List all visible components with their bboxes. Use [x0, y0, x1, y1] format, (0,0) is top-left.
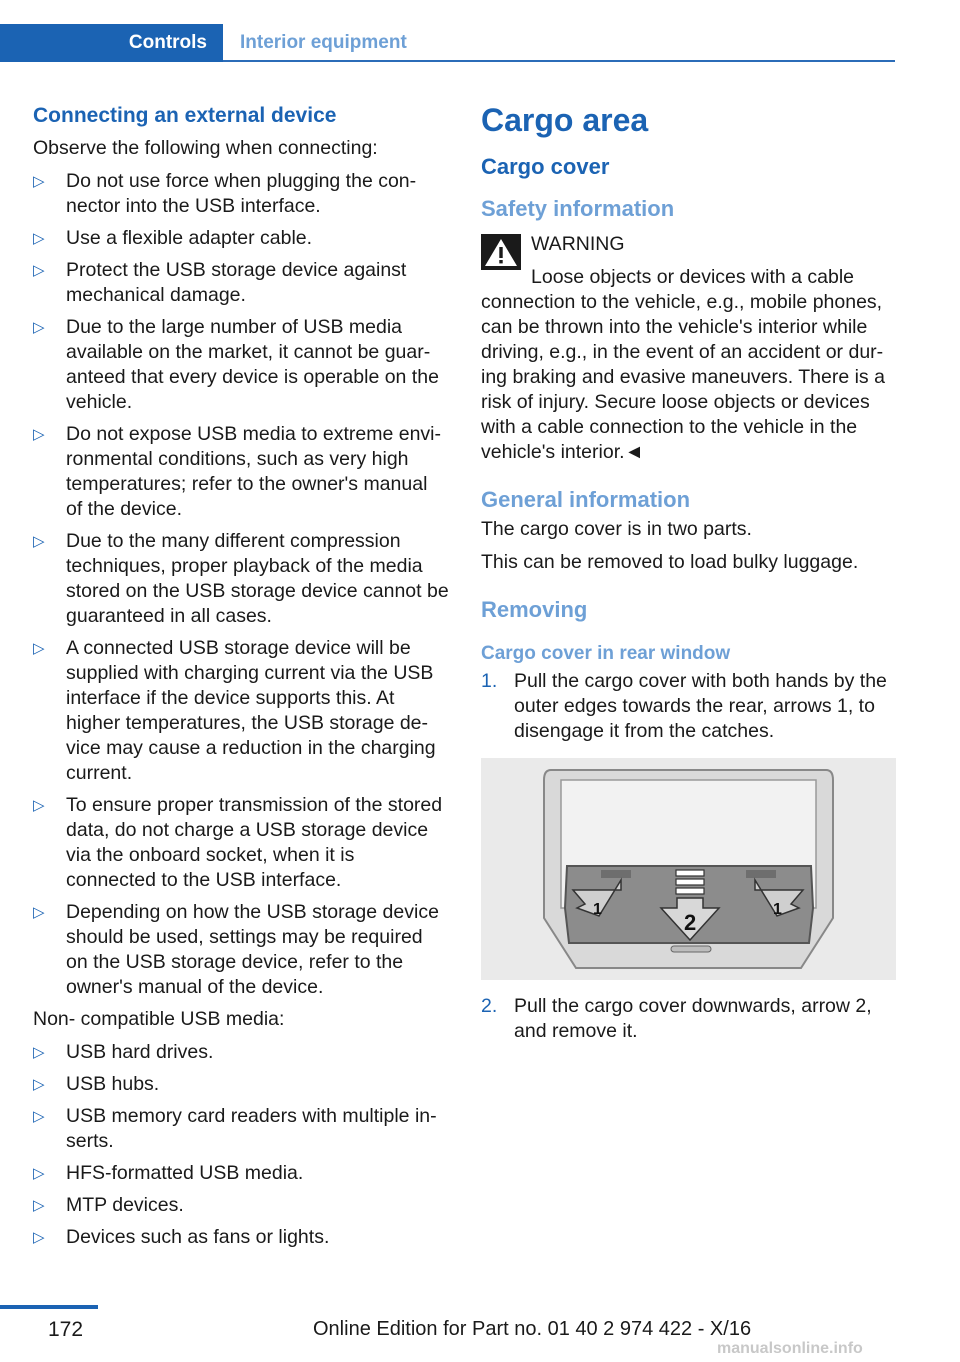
- list-item-text: Due to the many different compression techniques, proper playback of the media stored on the USB storage device cannot be guaranteed in all cases.: [66, 530, 449, 627]
- list-item: [33, 793, 449, 893]
- list-item: [33, 258, 449, 308]
- list-item: [33, 1161, 449, 1186]
- list-item-text: Use a flexible adapter cable.: [66, 227, 313, 249]
- list-item: [33, 1193, 449, 1218]
- list-item: [33, 422, 449, 522]
- watermark: manualsonline.info: [717, 1340, 863, 1357]
- step-text: Pull the cargo cover with both hands by the outer edges towards the rear, arrows 1, to disengage it from the catches.: [514, 670, 887, 742]
- step-text: Pull the cargo cover downwards, arrow 2, and remove it.: [514, 995, 872, 1042]
- warning-triangle-icon: [481, 234, 521, 270]
- heading-cargo-cover-rear-window: Cargo cover in rear window: [481, 643, 731, 664]
- connection-notes-list: [33, 169, 449, 1000]
- edition-text: Online Edition for Part no. 01 40 2 974 422 - X/16: [313, 1318, 752, 1340]
- general-text-2: This can be removed to load bulky luggage.: [481, 551, 859, 573]
- step-item: [481, 994, 896, 1044]
- step-number: 2.: [481, 995, 498, 1017]
- list-item: [33, 1072, 449, 1097]
- triangle-bullet-icon: ▷: [33, 262, 45, 279]
- triangle-bullet-icon: ▷: [33, 640, 45, 657]
- figure-label-1-right: 1: [773, 901, 782, 918]
- noncompatible-list: [33, 1040, 449, 1250]
- list-item-text: HFS-formatted USB media.: [66, 1162, 304, 1184]
- cargo-cover-illustration: [481, 758, 896, 980]
- list-item-text: Depending on how the USB storage device should be used, settings may be required on the USB storage device, refer to the owner's manual of the device.: [66, 901, 439, 998]
- list-item-text: USB memory card readers with multiple inserts.: [66, 1105, 437, 1152]
- list-item: [33, 1225, 449, 1250]
- warning-body: Loose objects or devices with a cable connection to the vehicle, e.g., mobile phones, can be thrown into the vehicle's interior while driving, e.g., in the event of an accident or during braking and evasive maneuvers. There is a risk of injury. Secure loose objects or devices with a cable connection to the vehicle in the vehicle's interior.◄: [481, 266, 885, 463]
- removal-steps: [481, 669, 896, 744]
- triangle-bullet-icon: ▷: [33, 1044, 45, 1061]
- list-item-text: Due to the large number of USB media available on the market, it cannot be guaranteed that every device is operable on the vehicle.: [66, 316, 439, 413]
- list-item: [33, 636, 449, 786]
- list-item: [33, 226, 449, 251]
- triangle-bullet-icon: ▷: [33, 1076, 45, 1093]
- footer-rule: [0, 1305, 98, 1309]
- left-column: [33, 100, 449, 1257]
- list-item: [33, 529, 449, 629]
- section-tab-label: Controls: [128, 32, 207, 53]
- triangle-bullet-icon: ▷: [33, 1108, 45, 1125]
- list-item-text: To ensure proper transmission of the stored data, do not charge a USB storage device via the onboard socket, when it is connected to the USB interface.: [66, 794, 443, 891]
- list-item: [33, 900, 449, 1000]
- warning-text: [481, 265, 896, 465]
- warning-label: WARNING: [531, 233, 625, 255]
- heading-safety-information: Safety information: [481, 196, 675, 221]
- page-header: [0, 24, 895, 62]
- heading-cargo-area: Cargo area: [481, 102, 649, 138]
- triangle-bullet-icon: ▷: [33, 797, 45, 814]
- warning-block: [481, 232, 896, 465]
- list-item-text: Protect the USB storage device against mechanical damage.: [66, 259, 407, 306]
- list-item: [33, 1104, 449, 1154]
- heading-cargo-cover: Cargo cover: [481, 154, 610, 179]
- removal-steps-continued: [481, 994, 896, 1044]
- list-item-text: USB hubs.: [66, 1073, 160, 1095]
- triangle-bullet-icon: ▷: [33, 426, 45, 443]
- step-item: [481, 669, 896, 744]
- cargo-cover-figure: [481, 758, 896, 980]
- step-number: 1.: [481, 670, 498, 692]
- heading-connecting-device: Connecting an external device: [33, 104, 337, 127]
- triangle-bullet-icon: ▷: [33, 1197, 45, 1214]
- heading-removing: Removing: [481, 597, 588, 622]
- figure-label-1-left: 1: [593, 901, 602, 918]
- list-item: [33, 315, 449, 415]
- page-number: 172: [48, 1318, 84, 1341]
- triangle-bullet-icon: ▷: [33, 533, 45, 550]
- list-item-text: Devices such as fans or lights.: [66, 1226, 330, 1248]
- section-tab-controls: [0, 24, 223, 62]
- right-column: [481, 100, 896, 1054]
- list-item: [33, 1040, 449, 1065]
- chapter-tab-label: Interior equipment: [240, 32, 407, 53]
- triangle-bullet-icon: ▷: [33, 319, 45, 336]
- list-item-text: USB hard drives.: [66, 1041, 214, 1063]
- triangle-bullet-icon: ▷: [33, 1229, 45, 1246]
- figure-label-2: 2: [684, 910, 697, 935]
- intro-text: Observe the following when connecting:: [33, 137, 378, 159]
- noncompatible-intro: Non- compatible USB media:: [33, 1008, 285, 1030]
- triangle-bullet-icon: ▷: [33, 230, 45, 247]
- heading-general-information: General information: [481, 487, 691, 512]
- general-text-1: The cargo cover is in two parts.: [481, 518, 752, 540]
- chapter-tab-interior-equipment: [240, 24, 407, 62]
- list-item-text: Do not use force when plugging the connector into the USB interface.: [66, 170, 417, 217]
- triangle-bullet-icon: ▷: [33, 904, 45, 921]
- list-item-text: A connected USB storage device will be supplied with charging current via the USB interface if the device supports this. At higher temperatures, the USB storage device may cause a reduction in the charging current.: [66, 637, 436, 784]
- list-item: [33, 169, 449, 219]
- list-item-text: Do not expose USB media to extreme environmental conditions, such as very high temperatures; refer to the owner's manual of the device.: [66, 423, 442, 520]
- list-item-text: MTP devices.: [66, 1194, 184, 1216]
- triangle-bullet-icon: ▷: [33, 173, 45, 190]
- triangle-bullet-icon: ▷: [33, 1165, 45, 1182]
